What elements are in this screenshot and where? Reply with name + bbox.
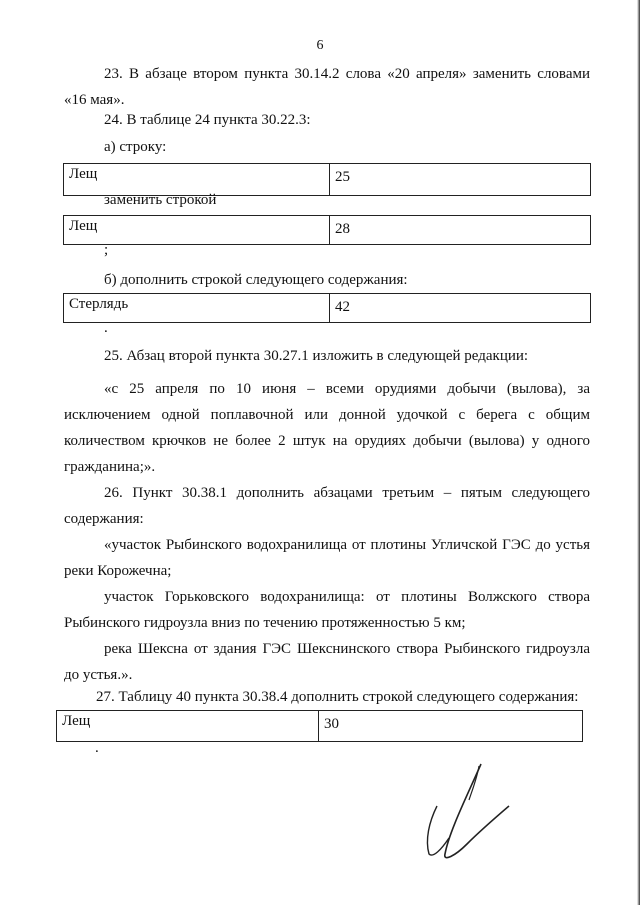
paragraph-24: 24. В таблице 24 пункта 30.22.3:	[104, 112, 311, 128]
table-row-4	[56, 710, 583, 742]
table-row-2-value: 28	[335, 221, 350, 237]
table-row-3	[63, 293, 591, 323]
table-row-1-value: 25	[335, 169, 350, 185]
dot-after-table-4: .	[95, 740, 99, 756]
table-row-4-name: Лещ	[57, 711, 319, 741]
paragraph-24-a: а) строку:	[104, 139, 167, 155]
page-number: 6	[316, 38, 324, 53]
paragraph-25-quote: «с 25 апреля по 10 июня – всеми орудиями добычи (вылова), за исключением одной поплавочной или донной удочкой с берега с общим количеством крючков не более 2 штук на орудиях добычи (вылова) у одного гражданина;».	[64, 381, 590, 475]
table-row-2-name: Лещ	[64, 216, 330, 244]
table-row-3-value: 42	[335, 299, 350, 315]
table-row-4-value: 30	[324, 716, 339, 732]
paragraph-26-b: участок Горьковского водохранилища: от плотины Волжского створа Рыбинского гидроузла вниз по течению протяженностью 5 км;	[64, 589, 590, 631]
paragraph-27: 27. Таблицу 40 пункта 30.38.4 дополнить строкой следующего содержания:	[96, 689, 579, 705]
replace-label: заменить строкой	[104, 192, 217, 208]
signature	[415, 758, 525, 868]
paragraph-26-a: «участок Рыбинского водохранилища от плотины Угличской ГЭС до устья реки Корожечна;	[64, 537, 590, 579]
paragraph-26: 26. Пункт 30.38.1 дополнить абзацами третьим – пятым следующего содержания:	[64, 485, 590, 527]
table-row-3-name: Стерлядь	[64, 294, 330, 322]
semicolon: ;	[104, 242, 109, 258]
table-row-2	[63, 215, 591, 245]
paragraph-24-b: б) дополнить строкой следующего содержания:	[104, 272, 408, 288]
paragraph-25: 25. Абзац второй пункта 30.27.1 изложить в следующей редакции:	[104, 348, 529, 364]
table-row-1-name: Лещ	[64, 164, 330, 195]
dot-after-table-3: .	[104, 320, 108, 336]
paragraph-26-c: река Шексна от здания ГЭС Шекснинского створа Рыбинского гидроузла до устья.».	[64, 641, 590, 683]
paragraph-23: 23. В абзаце втором пункта 30.14.2 слова «20 апреля» заменить словами «16 мая».	[64, 66, 590, 108]
